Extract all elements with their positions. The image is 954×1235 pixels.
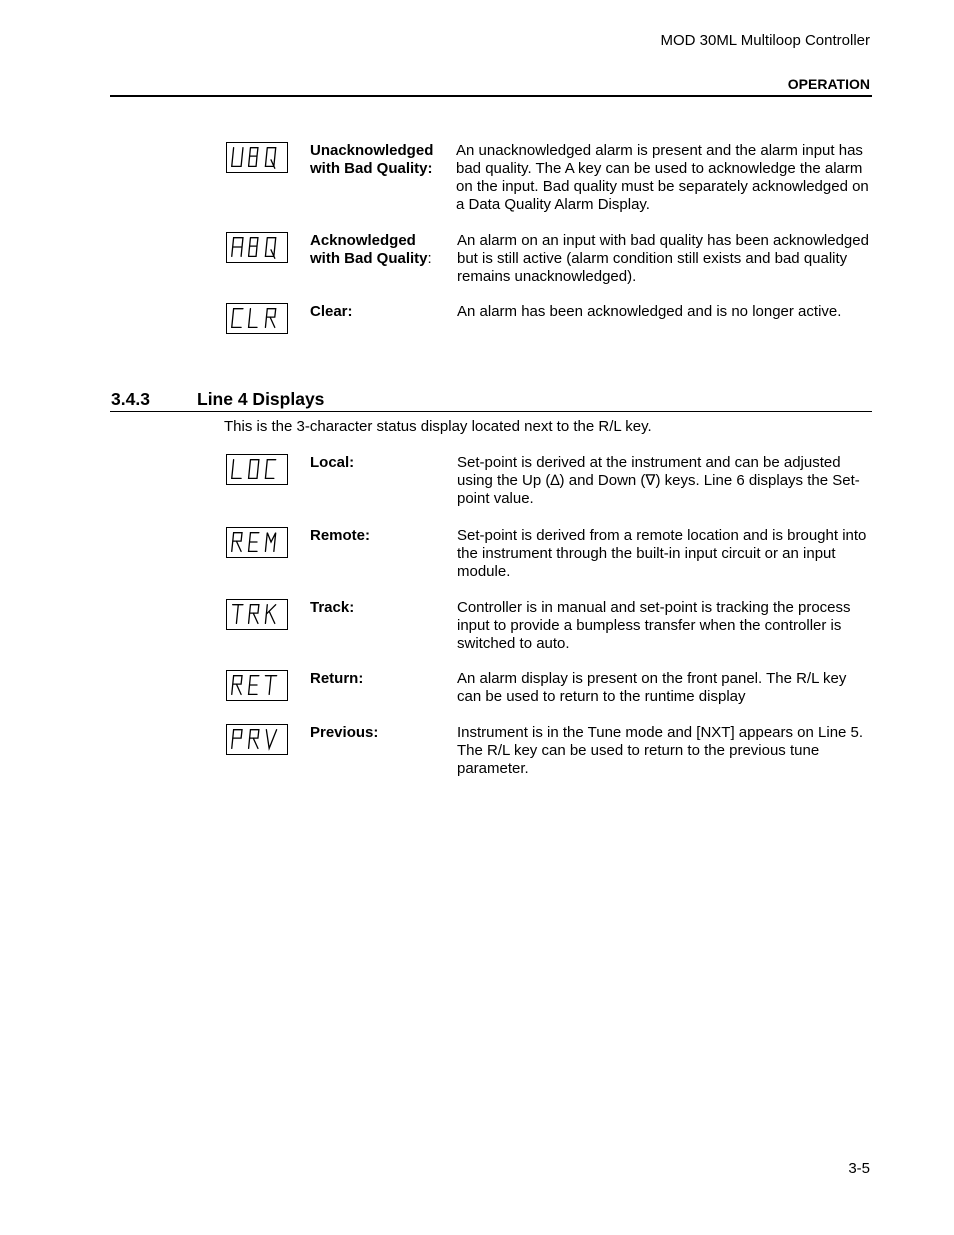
lcd-display-prv — [226, 724, 288, 755]
alarm-label-ubq: Unacknowledged with Bad Quality: — [310, 142, 434, 177]
line4-label-loc: Local: — [310, 454, 355, 471]
line4-description-prv: Instrument is in the Tune mode and [NXT] appears on Line 5. The R/L key can be used to return to the previous tune parameter. — [457, 724, 864, 777]
alarm-label-clr: Clear: — [310, 303, 353, 320]
line4-label-ret: Return: — [310, 670, 364, 687]
lcd-display-loc — [226, 454, 288, 485]
section-divider — [110, 411, 872, 412]
lcd-display-ubq — [226, 142, 288, 173]
section-intro: This is the 3-character status display located next to the R/L key. — [224, 418, 652, 435]
document-title: MOD 30ML Multiloop Controller — [660, 32, 870, 49]
alarm-label-abq: Acknowledged with Bad Quality: — [310, 232, 432, 267]
line4-label-prv: Previous: — [310, 724, 379, 741]
alarm-description-clr: An alarm has been acknowledged and is no longer active. — [457, 303, 842, 320]
line4-description-trk: Controller is in manual and set-point is tracking the process input to provide a bumpless transfer when the controller is switched to auto. — [457, 599, 851, 652]
alarm-description-ubq: An unacknowledged alarm is present and the alarm input has bad quality. The A key can be used to acknowledge the alarm on the input. Bad quality must be separately acknowledged on a Data Quality Alarm Display. — [456, 142, 869, 213]
line4-label-trk: Track: — [310, 599, 355, 616]
lcd-display-ret — [226, 670, 288, 701]
line4-description-rem: Set-point is derived from a remote location and is brought into the instrument through the built-in input circuit or an input module. — [457, 527, 867, 580]
line4-description-loc: Set-point is derived at the instrument and can be adjusted using the Up (∆) and Down (∇) keys. Line 6 displays the Set-point value. — [457, 454, 860, 507]
lcd-display-abq — [226, 232, 288, 263]
lcd-display-clr — [226, 303, 288, 334]
section-title: Line 4 Displays — [197, 389, 325, 409]
lcd-display-rem — [226, 527, 288, 558]
lcd-display-trk — [226, 599, 288, 630]
section-number: 3.4.3 — [111, 389, 150, 409]
line4-label-rem: Remote: — [310, 527, 371, 544]
section-label: OPERATION — [787, 76, 870, 92]
section-heading — [111, 389, 324, 410]
header-divider — [110, 95, 872, 97]
alarm-description-abq: An alarm on an input with bad quality has been acknowledged but is still active (alarm condition still exists and bad quality remains unacknowledged). — [457, 232, 869, 285]
page-number: 3-5 — [848, 1160, 870, 1177]
line4-description-ret: An alarm display is present on the front panel. The R/L key can be used to return to the runtime display — [457, 670, 847, 705]
